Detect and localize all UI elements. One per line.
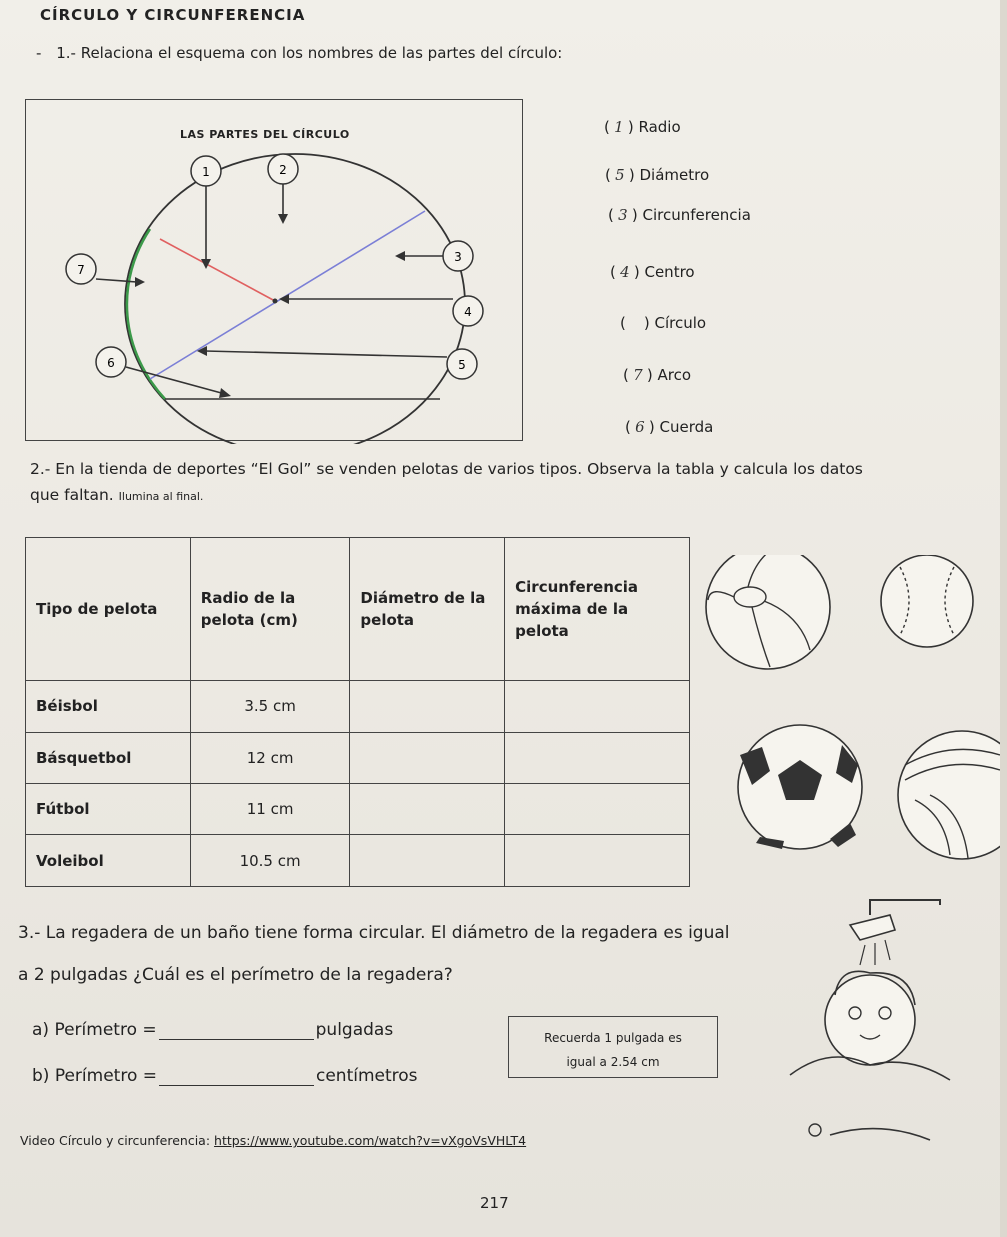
- reminder-line-1: Recuerda 1 pulgada es: [544, 1031, 682, 1045]
- bubble-number-2: 2: [279, 163, 287, 177]
- cell-circumference[interactable]: [505, 681, 690, 732]
- volleyball-icon: [898, 731, 1000, 859]
- header-circunferencia: Circunferencia máxima de la pelota: [505, 538, 690, 681]
- label-bubble-2: [268, 154, 298, 184]
- question-3-text: 3.- La regadera de un baño tiene forma circular. El diámetro de la regadera es igual a 2 pulgadas ¿Cuál es el perímetro de la regadera?: [18, 923, 730, 985]
- label-bubble-5: [447, 349, 477, 379]
- bubble-number-1: 1: [202, 165, 210, 179]
- answer-label: ) Radio: [627, 118, 681, 136]
- cell-type: Voleibol: [26, 835, 191, 887]
- cell-circumference[interactable]: [505, 784, 690, 835]
- video-link[interactable]: https://www.youtube.com/watch?v=vXgoVsVHLT4: [214, 1133, 527, 1148]
- table-header-row: [26, 538, 690, 681]
- reminder-line-2: igual a 2.54 cm: [566, 1055, 660, 1069]
- question-3: [18, 912, 738, 996]
- header-diametro: Diámetro de la pelota: [350, 538, 505, 681]
- bubble-number-7: 7: [77, 263, 85, 277]
- question-2: [30, 456, 880, 510]
- bubble-number-5: 5: [458, 358, 466, 372]
- shower-illustration: [770, 895, 995, 1150]
- cell-diameter[interactable]: [350, 784, 505, 835]
- answer-b-blank[interactable]: [159, 1067, 314, 1086]
- cell-type: Béisbol: [26, 681, 191, 732]
- radius-line: [160, 239, 275, 301]
- answer-label: ) Arco: [646, 366, 692, 384]
- cell-diameter[interactable]: [350, 681, 505, 732]
- label-bubble-3: [443, 241, 473, 271]
- header-tipo: Tipo de pelota: [26, 538, 191, 681]
- circle-diagram: [25, 99, 525, 444]
- beach-ball-icon: [706, 555, 830, 669]
- answer-b-row: [32, 1066, 418, 1086]
- cell-radius: 11 cm: [190, 784, 350, 835]
- question-2-text: 2.- En la tienda de deportes “El Gol” se venden pelotas de varios tipos. Observa la tabla y calcula los datos que faltan.: [30, 460, 863, 504]
- video-label: Video Círculo y circunferencia:: [20, 1133, 211, 1148]
- header-radio: Radio de la pelota (cm): [190, 538, 350, 681]
- table-row: [26, 732, 690, 783]
- answer-label: ) Círculo: [643, 314, 707, 332]
- reminder-box: [508, 1016, 718, 1078]
- cell-diameter[interactable]: [350, 835, 505, 887]
- label-bubble-4: [453, 296, 483, 326]
- table-row: [26, 835, 690, 887]
- bubble-number-3: 3: [454, 250, 462, 264]
- answer-mark: 4: [620, 263, 630, 281]
- cell-circumference[interactable]: [505, 835, 690, 887]
- page-number: 217: [480, 1194, 509, 1212]
- cell-circumference[interactable]: [505, 732, 690, 783]
- label-bubble-1: [191, 156, 221, 186]
- table-row: [26, 784, 690, 835]
- label-bubble-7: [66, 254, 96, 284]
- answer-diametro[interactable]: ( 5 ) Diámetro: [605, 166, 710, 184]
- answer-label: ) Diámetro: [628, 166, 710, 184]
- diagram-title: LAS PARTES DEL CÍRCULO: [180, 128, 350, 141]
- ball-illustrations: [700, 555, 1000, 875]
- answer-label: ) Circunferencia: [631, 206, 751, 224]
- answer-mark: 5: [615, 166, 625, 184]
- cell-diameter[interactable]: [350, 732, 505, 783]
- answer-b-unit: centímetros: [316, 1066, 418, 1086]
- balls-table: [25, 537, 690, 887]
- question-1-text: 1.- Relaciona el esquema con los nombres de las partes del círculo:: [56, 44, 563, 62]
- bullet: -: [36, 44, 42, 62]
- answer-circunferencia[interactable]: ( 3 ) Circunferencia: [608, 206, 751, 224]
- answer-cuerda[interactable]: ( 6 ) Cuerda: [625, 418, 714, 436]
- video-reference: [20, 1133, 526, 1148]
- bubble-number-6: 6: [107, 356, 115, 370]
- answer-centro[interactable]: ( 4 ) Centro: [610, 263, 695, 281]
- answer-radio[interactable]: ( 1 ) Radio: [604, 118, 681, 136]
- page-title: CÍRCULO Y CIRCUNFERENCIA: [40, 6, 306, 24]
- baseball-icon: [881, 555, 973, 647]
- bubble-number-4: 4: [464, 305, 472, 319]
- label-bubble-6: [96, 347, 126, 377]
- answer-label: ) Centro: [633, 263, 695, 281]
- answer-a-unit: pulgadas: [315, 1020, 394, 1040]
- answer-circulo[interactable]: ( ) Círculo: [620, 314, 707, 332]
- answer-a-row: [32, 1020, 393, 1040]
- answer-mark: 1: [614, 118, 624, 136]
- answer-mark: 3: [618, 206, 628, 224]
- cell-type: Fútbol: [26, 784, 191, 835]
- soccer-ball-icon: [738, 725, 862, 849]
- answer-mark: 6: [635, 418, 645, 436]
- cell-radius: 12 cm: [190, 732, 350, 783]
- answer-label: ) Cuerda: [648, 418, 714, 436]
- cell-type: Básquetbol: [26, 732, 191, 783]
- answer-a-label: a) Perímetro =: [32, 1020, 157, 1040]
- answer-a-blank[interactable]: [159, 1021, 314, 1040]
- question-2-note: Ilumina al final.: [118, 490, 204, 503]
- table-row: [26, 681, 690, 732]
- question-1: [36, 44, 562, 62]
- answer-mark: 7: [633, 366, 643, 384]
- center-point: [273, 299, 278, 304]
- answer-b-label: b) Perímetro =: [32, 1066, 157, 1086]
- cell-radius: 10.5 cm: [190, 835, 350, 887]
- answer-arco[interactable]: ( 7 ) Arco: [623, 366, 692, 384]
- cell-radius: 3.5 cm: [190, 681, 350, 732]
